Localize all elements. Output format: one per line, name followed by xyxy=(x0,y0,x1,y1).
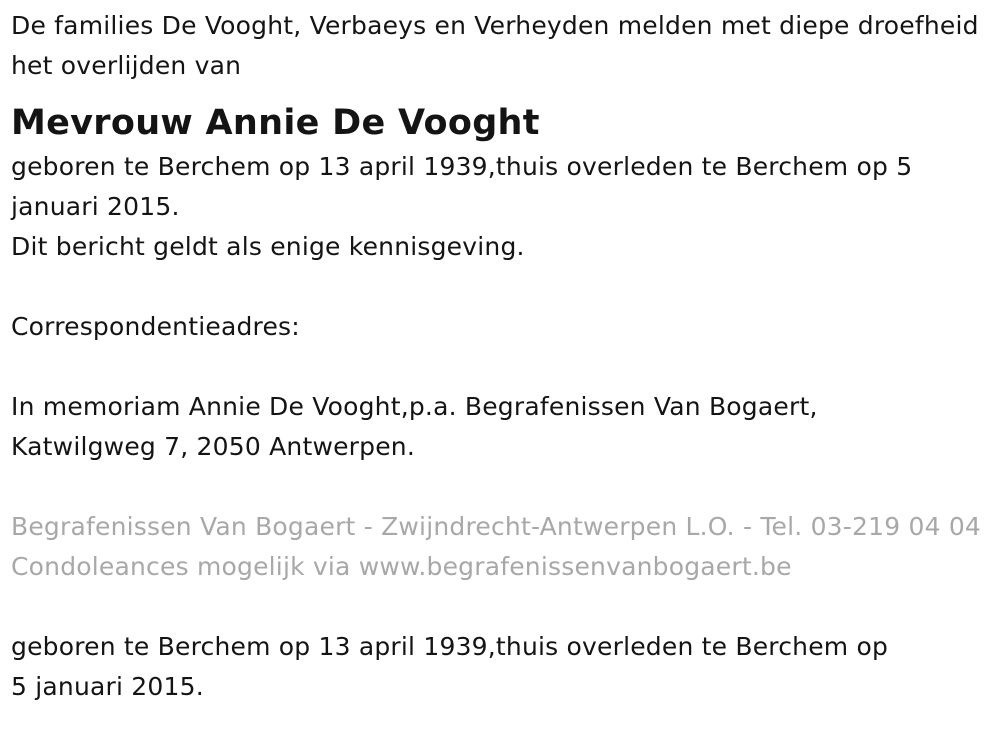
intro-text: De families De Vooght, Verbaeys en Verheyden melden met diepe droefheid het overlijden van xyxy=(11,11,979,80)
deceased-name: Mevrouw Annie De Vooght xyxy=(11,103,540,143)
birth-death-repeat-text: geboren te Berchem op 13 april 1939,thuis overleden te Berchem op 5 januari 2015. xyxy=(11,632,889,701)
correspondence-address: In memoriam Annie De Vooght,p.a. Begrafenissen Van Bogaert, Katwilgweg 7, 2050 Antwerpen. xyxy=(11,392,818,461)
spacer xyxy=(11,267,991,307)
correspondence-label: Correspondentieadres: xyxy=(11,312,300,341)
spacer xyxy=(11,587,991,627)
birth-death-text: geboren te Berchem op 13 april 1939,thuis overleden te Berchem op 5 januari 2015. xyxy=(11,152,913,221)
obituary-document xyxy=(11,6,991,707)
funeral-home-footer: Begrafenissen Van Bogaert - Zwijndrecht-Antwerpen L.O. - Tel. 03-219 04 04 Condoleances mogelijk via www.begrafenissenvanbogaert.be xyxy=(11,512,982,581)
spacer xyxy=(11,467,991,507)
spacer xyxy=(11,347,991,387)
notice-text: Dit bericht geldt als enige kennisgeving. xyxy=(11,232,525,261)
